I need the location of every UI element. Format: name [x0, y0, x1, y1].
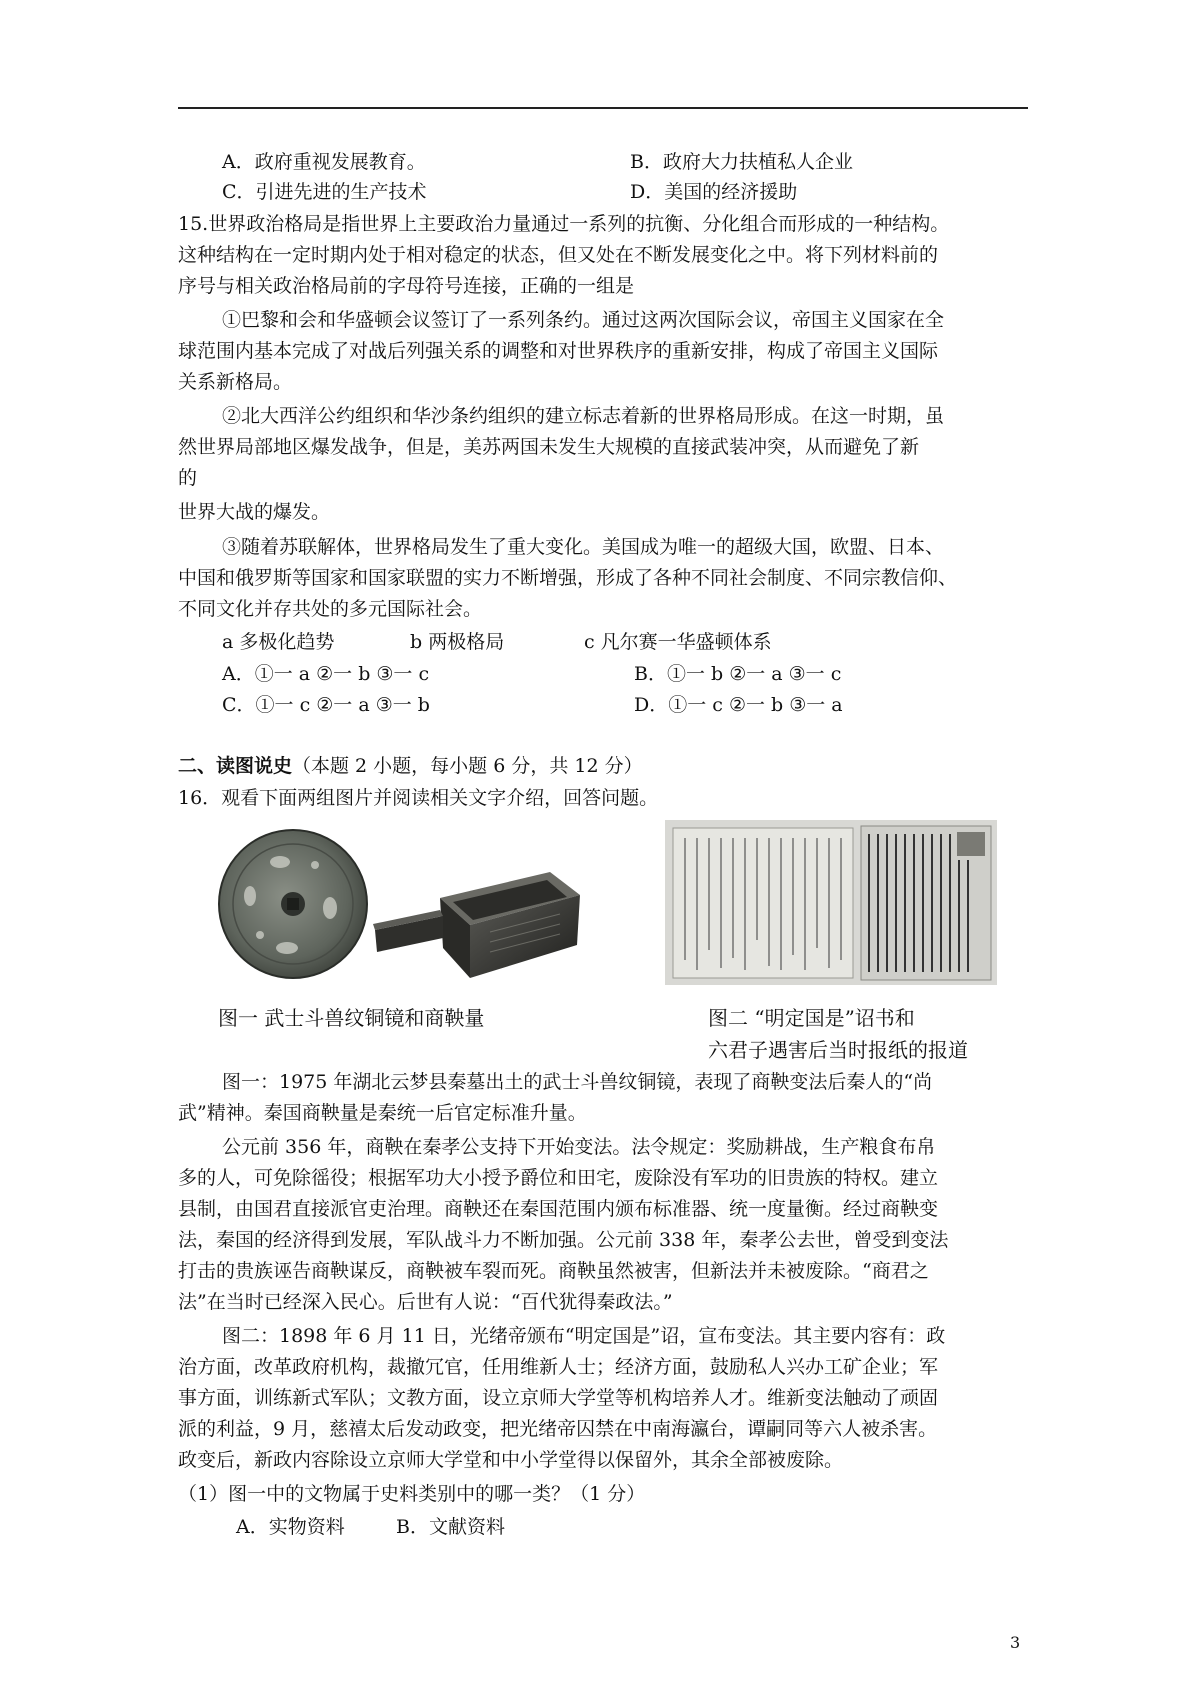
edict-document	[673, 828, 853, 978]
figure-2-caption: 图二 “明定国是”诏书和	[708, 1006, 915, 1030]
q15-stem-line: 序号与相关政治格局前的字母符号连接，正确的一组是	[178, 275, 635, 297]
q15-pattern-b: b 两极格局	[410, 631, 505, 653]
q16-paragraph-2-line: 多的人，可免除徭役；根据军功大小授予爵位和田宅，废除没有军功的旧贵族的特权。建立	[178, 1167, 939, 1189]
section-title: 二、读图说史	[178, 755, 293, 777]
q14-option-a: A．政府重视发展教育。	[222, 151, 426, 173]
q16-sub1-option-a: A．实物资料	[236, 1516, 345, 1538]
q15-material-1-line: 球范围内基本完成了对战后列强关系的调整和对世界秩序的重新安排，构成了帝国主义国际	[178, 340, 939, 362]
q15-stem-line: 15.世界政治格局是指世界上主要政治力量通过一系列的抗衡、分化组合而形成的一种结构。	[178, 213, 950, 235]
q15-material-3-line: 中国和俄罗斯等国家和国家联盟的实力不断增强，形成了各种不同社会制度、不同宗教信仰、	[178, 567, 958, 589]
q15-material-2-line: 然世界局部地区爆发战争，但是，美苏两国未发生大规模的直接武装冲突，从而避免了新	[178, 436, 920, 458]
q15-pattern-a: a 多极化趋势	[222, 631, 335, 653]
q16-paragraph-3-line: 治方面，改革政府机构，裁撤冗官，任用维新人士；经济方面，鼓励私人兴办工矿企业；军	[178, 1356, 939, 1378]
q14-option-b: B．政府大力扶植私人企业	[630, 151, 853, 173]
q15-option-c: C．①一 c ②一 a ③一 b	[222, 694, 430, 716]
figure-2-image	[665, 820, 997, 985]
q15-material-2-line: 世界大战的爆发。	[178, 501, 331, 523]
q15-option-d: D．①一 c ②一 b ③一 a	[634, 694, 843, 716]
section-heading	[178, 754, 643, 778]
q15-material-2-line: ②北大西洋公约组织和华沙条约组织的建立标志着新的世界格局形成。在这一时期，虽	[222, 405, 945, 427]
q15-material-3-line: 不同文化并存共处的多元国际社会。	[178, 598, 483, 620]
q16-paragraph-2-line: 打击的贵族诬告商鞅谋反，商鞅被车裂而死。商鞅虽然被害，但新法并未被废除。“商君之	[178, 1260, 929, 1282]
q15-stem-line: 这种结构在一定时期内处于相对稳定的状态，但又处在不断发展变化之中。将下列材料前的	[178, 244, 939, 266]
q14-option-d: D．美国的经济援助	[630, 181, 798, 203]
shang-yang-measure	[373, 872, 580, 978]
q16-stem: 16．观看下面两组图片并阅读相关文字介绍，回答问题。	[178, 787, 659, 809]
q16-paragraph-1-line: 图一：1975 年湖北云梦县秦墓出土的武士斗兽纹铜镜，表现了商鞅变法后秦人的“尚	[222, 1071, 933, 1093]
q16-paragraph-2-line: 公元前 356 年，商鞅在秦孝公支持下开始变法。法令规定：奖励耕战，生产粮食布帛	[222, 1136, 936, 1158]
header-rule	[178, 107, 1028, 109]
page-number: 3	[1010, 1633, 1021, 1652]
q15-material-1-line: 关系新格局。	[178, 371, 293, 393]
q15-material-1-line: ①巴黎和会和华盛顿会议签订了一系列条约。通过这两次国际会议，帝国主义国家在全	[222, 309, 945, 331]
q15-material-2-line: 的	[178, 467, 198, 489]
q16-sub1-option-b: B．文献资料	[396, 1516, 505, 1538]
q16-paragraph-1-line: 武”精神。秦国商鞅量是秦统一后官定标准升量。	[178, 1102, 587, 1124]
q16-paragraph-2-line: 县制，由国君直接派官吏治理。商鞅还在秦国范围内颁布标准器、统一度量衡。经过商鞅变	[178, 1198, 939, 1220]
figure-2-caption: 六君子遇害后当时报纸的报道	[708, 1038, 968, 1062]
q16-subquestion-1: （1）图一中的文物属于史料类别中的哪一类？（1 分）	[178, 1483, 646, 1505]
q15-material-3-line: ③随着苏联解体，世界格局发生了重大变化。美国成为唯一的超级大国，欧盟、日本、	[222, 536, 945, 558]
q16-paragraph-3-line: 政变后，新政内容除设立京师大学堂和中小学堂得以保留外，其余全部被废除。	[178, 1449, 844, 1471]
q15-pattern-c: c 凡尔赛一华盛顿体系	[584, 631, 772, 653]
q16-paragraph-3-line: 图二：1898 年 6 月 11 日，光绪帝颁布“明定国是”诏，宣布变法。其主要内容有：政	[222, 1325, 946, 1347]
q15-option-b: B．①一 b ②一 a ③一 c	[634, 663, 842, 685]
q16-paragraph-3-line: 事方面，训练新式军队；文教方面，设立京师大学堂等机构培养人才。维新变法触动了顽固	[178, 1387, 939, 1409]
q14-option-c: C．引进先进的生产技术	[222, 181, 427, 203]
section-note: （本题 2 小题，每小题 6 分，共 12 分）	[292, 755, 643, 777]
q16-paragraph-2-line: 法”在当时已经深入民心。后世有人说：“百代犹得秦政法。”	[178, 1291, 673, 1313]
q16-paragraph-2-line: 法，秦国的经济得到发展，军队战斗力不断加强。公元前 338 年，秦孝公去世，曾受到变法	[178, 1229, 949, 1251]
figure-1-caption: 图一 武士斗兽纹铜镜和商鞅量	[218, 1006, 485, 1030]
q16-paragraph-3-line: 派的利益，9 月，慈禧太后发动政变，把光绪帝囚禁在中南海瀛台，谭嗣同等六人被杀害。	[178, 1418, 938, 1440]
q15-option-a: A．①一 a ②一 b ③一 c	[222, 663, 430, 685]
figure-1-image	[215, 820, 595, 990]
